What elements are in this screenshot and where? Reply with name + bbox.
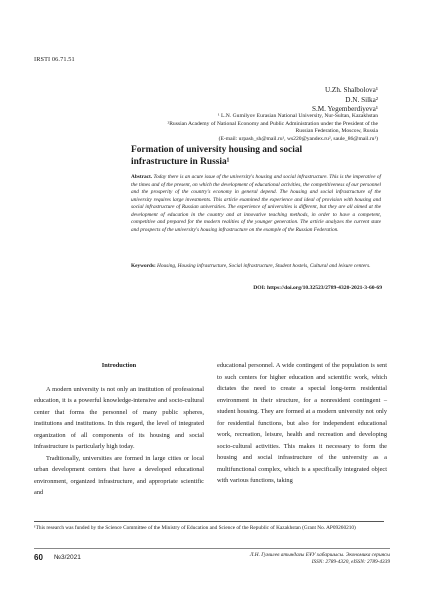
journal-info <box>250 552 390 566</box>
footnote: ¹This research was funded by the Science Committee of the Ministry of Education and Science of the Republic of Kazakhstan (Grant No. AP09260210) <box>34 521 384 532</box>
right-column <box>217 360 387 487</box>
abstract <box>131 174 381 234</box>
journal-issn: ISSN: 2789-4320, eISSN: 2789-4339 <box>311 559 390 565</box>
left-column <box>34 360 204 499</box>
author-name: D.N. Silka² <box>345 95 378 104</box>
abstract-label: Abstract. <box>131 174 153 180</box>
section-heading: Introduction <box>101 362 137 369</box>
affiliation-emails: (E-mail: urpash_sh@mail.ru¹, ws220@yandex.ru², saule_86@mail.ru¹) <box>218 135 378 142</box>
journal-name: Л.Н. Гумилев атындағы ЕҰУ хабаршысы. Экономика сериясы <box>249 552 390 558</box>
affiliations <box>118 113 378 143</box>
affiliation-line: ²Russian Academy of National Economy and Public Administration under the President of the <box>167 120 378 127</box>
body-paragraph: educational personnel. A wide contingent of the population is sent to such centers for higher education and scientific work, which dictates the need to create a special long-term residential environment in their structure, for a nonresident contingent – student housing. They are formed at a modern university not only for residential functions, but also for independent educational work, recreation, leisure, health and recreation and developing socio-cultural activities. This makes it necessary to form the housing and social infrastructure of the university as a multifunctional complex, which is a specifically integrated object with various functions, taking <box>217 362 387 484</box>
irsti-code: IRSTI 06.71.51 <box>34 56 75 63</box>
abstract-text: Today there is an acute issue of the university's housing and social infrastructure. This is the imperative of the times and of the present, on which the development of educational activities, the competitiveness of our personnel and the prosperity of the country's economy in general depend. The housing and social infrastructure of the university requires large investments. This article examined the experience and ideal of provision with housing and social infrastructure of Russian universities. The experience of universities is different, but they are all aimed at the development of education in the country and at innovative teaching methods, in order to have a competent, competitive and prepared for the modern realities of the younger generation. The article analyzes the current state and prospects of the university's housing infrastructure on the example of the Russian Federation. <box>131 174 381 233</box>
keywords-label: Keywords: <box>131 263 156 269</box>
doi-link[interactable]: DOI: https://doi.org/10.32523/2789-4320-2021-3-60-69 <box>253 285 382 291</box>
page-footer <box>34 548 390 563</box>
keywords <box>131 263 381 271</box>
author-name: U.Zh. Shalbolova¹ <box>324 86 378 94</box>
author-list <box>312 86 378 115</box>
paper-title: Formation of university housing and social infrastructure in Russia¹ <box>131 145 303 167</box>
affiliation-line: ¹ L.N. Gumilyov Eurasian National University, Nur-Sultan, Kazakhstan <box>217 113 378 119</box>
body-paragraph: A modern university is not only an institution of professional education, it is a powerful knowledge-intensive and socio-cultural center that forms the personnel of many public spheres, institutions and institutions. In this regard, the level of integrated organization of all components of its housing and social infrastructure is particularly high today. <box>34 385 204 450</box>
page-number: 60 <box>34 553 43 562</box>
issue-number: №3/2021 <box>54 554 81 561</box>
author-name: S.M. Yegemberdiyeva¹ <box>311 105 378 114</box>
body-paragraph: Traditionally, universities are formed in large cities or local urban development centers that have a developed educational environment, organized infrastructure, and appropriate scientific and <box>34 454 204 496</box>
affiliation-line: Russian Federation, Moscow, Russia <box>295 128 378 135</box>
keywords-text: Housing, Housing infrastructure, Social infrastructure, Student hostels, Cultural and leisure centers. <box>157 263 371 269</box>
